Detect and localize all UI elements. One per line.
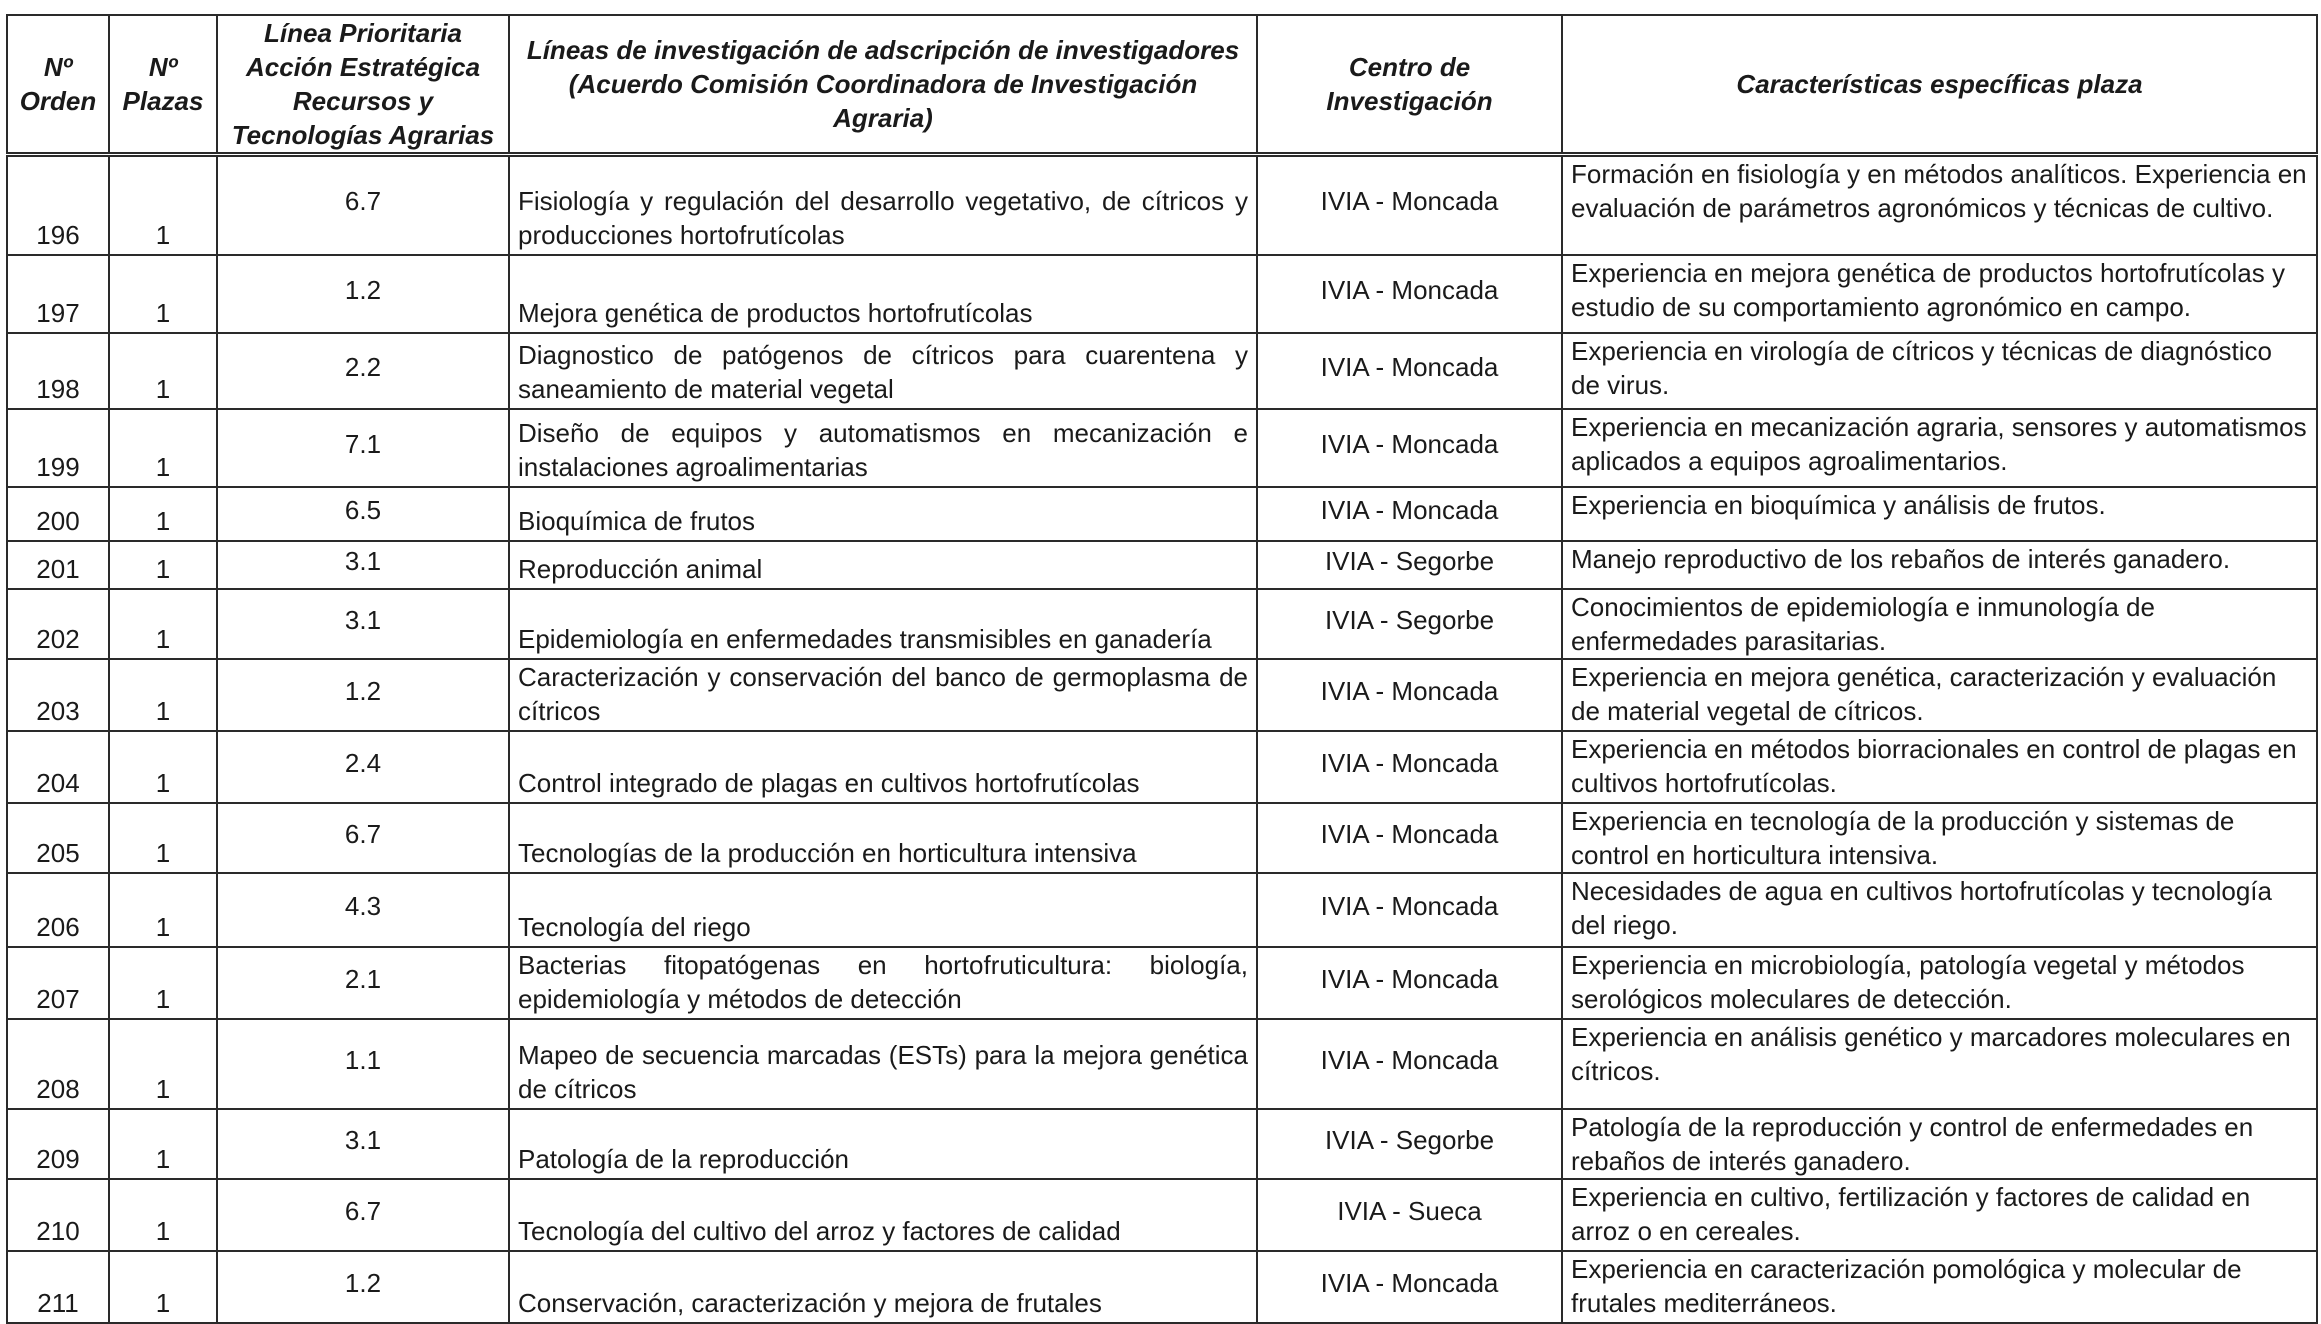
centro-cell-text: IVIA - Moncada xyxy=(1320,675,1499,706)
orden-cell: 202 xyxy=(7,589,109,659)
table-row xyxy=(7,803,2317,873)
orden-cell: 204 xyxy=(7,731,109,803)
linea-prioritaria-cell-text: 3.1 xyxy=(344,604,382,635)
caracteristicas-cell: Experiencia en mecanización agraria, sensores y automatismos aplicados a equipos agroalimentarios. xyxy=(1562,409,2317,487)
orden-cell: 208 xyxy=(7,1019,109,1109)
lineas-investigacion-cell: Bacterias fitopatógenas en hortofruticultura: biología, epidemiología y métodos de detección xyxy=(509,947,1257,1019)
linea-prioritaria-cell-text: 2.2 xyxy=(344,351,382,382)
centro-cell-text: IVIA - Moncada xyxy=(1320,274,1499,305)
linea-prioritaria-cell xyxy=(217,255,509,333)
centro-cell xyxy=(1257,487,1562,541)
lineas-investigacion-cell: Bioquímica de frutos xyxy=(509,487,1257,541)
centro-cell-text: IVIA - Moncada xyxy=(1320,963,1499,994)
plazas-cell: 1 xyxy=(109,873,217,947)
table-row xyxy=(7,1109,2317,1179)
linea-prioritaria-cell xyxy=(217,333,509,409)
orden-cell: 199 xyxy=(7,409,109,487)
centro-cell xyxy=(1257,873,1562,947)
linea-prioritaria-cell xyxy=(217,487,509,541)
linea-prioritaria-cell xyxy=(217,1019,509,1109)
caracteristicas-cell: Patología de la reproducción y control de enfermedades en rebaños de interés ganadero. xyxy=(1562,1109,2317,1179)
header-caracteristicas: Características específicas plaza xyxy=(1562,15,2317,155)
linea-prioritaria-cell xyxy=(217,731,509,803)
centro-cell-text: IVIA - Moncada xyxy=(1320,351,1499,382)
orden-cell: 203 xyxy=(7,659,109,731)
caracteristicas-cell: Experiencia en cultivo, fertilización y factores de calidad en arroz o en cereales. xyxy=(1562,1179,2317,1251)
centro-cell-text: IVIA - Sueca xyxy=(1337,1195,1482,1226)
linea-prioritaria-cell-text: 4.3 xyxy=(344,890,382,921)
lineas-investigacion-cell: Tecnologías de la producción en horticultura intensiva xyxy=(509,803,1257,873)
header-plazas: Nº Plazas xyxy=(109,15,217,155)
table-row xyxy=(7,731,2317,803)
linea-prioritaria-cell xyxy=(217,155,509,255)
table-row xyxy=(7,409,2317,487)
lineas-investigacion-cell: Caracterización y conservación del banco de germoplasma de cítricos xyxy=(509,659,1257,731)
caracteristicas-cell: Experiencia en tecnología de la producción y sistemas de control en horticultura intensiva. xyxy=(1562,803,2317,873)
plazas-cell: 1 xyxy=(109,1179,217,1251)
plazas-cell: 1 xyxy=(109,155,217,255)
linea-prioritaria-cell xyxy=(217,873,509,947)
linea-prioritaria-cell-text: 6.7 xyxy=(344,1195,382,1226)
orden-cell: 210 xyxy=(7,1179,109,1251)
lineas-investigacion-cell: Fisiología y regulación del desarrollo vegetativo, de cítricos y producciones hortofrutícolas xyxy=(509,155,1257,255)
plazas-cell: 1 xyxy=(109,659,217,731)
plazas-cell: 1 xyxy=(109,255,217,333)
header-linea-prioritaria: Línea Prioritaria Acción Estratégica Recursos y Tecnologías Agrarias xyxy=(217,15,509,155)
caracteristicas-cell: Necesidades de agua en cultivos hortofrutícolas y tecnología del riego. xyxy=(1562,873,2317,947)
plazas-cell: 1 xyxy=(109,409,217,487)
header-lineas-investigacion: Líneas de investigación de adscripción de investigadores (Acuerdo Comisión Coordinadora de Investigación Agraria) xyxy=(509,15,1257,155)
centro-cell-text: IVIA - Moncada xyxy=(1320,890,1499,921)
table-row xyxy=(7,1251,2317,1323)
linea-prioritaria-cell xyxy=(217,659,509,731)
caracteristicas-cell: Experiencia en virología de cítricos y técnicas de diagnóstico de virus. xyxy=(1562,333,2317,409)
caracteristicas-cell: Experiencia en caracterización pomológica y molecular de frutales mediterráneos. xyxy=(1562,1251,2317,1323)
plazas-cell: 1 xyxy=(109,1251,217,1323)
plazas-cell: 1 xyxy=(109,541,217,589)
centro-cell-text: IVIA - Moncada xyxy=(1320,494,1499,525)
linea-prioritaria-cell xyxy=(217,541,509,589)
centro-cell-text: IVIA - Segorbe xyxy=(1324,604,1495,635)
plazas-cell: 1 xyxy=(109,333,217,409)
centro-cell xyxy=(1257,803,1562,873)
centro-cell xyxy=(1257,409,1562,487)
table-body xyxy=(7,155,2317,1323)
centro-cell-text: IVIA - Segorbe xyxy=(1324,1124,1495,1155)
header-centro: Centro de Investigación xyxy=(1257,15,1562,155)
centro-cell xyxy=(1257,1179,1562,1251)
linea-prioritaria-cell xyxy=(217,947,509,1019)
orden-cell: 201 xyxy=(7,541,109,589)
linea-prioritaria-cell xyxy=(217,1179,509,1251)
linea-prioritaria-cell xyxy=(217,1109,509,1179)
orden-cell: 200 xyxy=(7,487,109,541)
centro-cell xyxy=(1257,155,1562,255)
table-row xyxy=(7,873,2317,947)
centro-cell-text: IVIA - Moncada xyxy=(1320,818,1499,849)
table-header xyxy=(7,15,2317,155)
linea-prioritaria-cell-text: 3.1 xyxy=(344,545,382,576)
lineas-investigacion-cell: Conservación, caracterización y mejora de frutales xyxy=(509,1251,1257,1323)
plazas-cell: 1 xyxy=(109,1109,217,1179)
centro-cell-text: IVIA - Segorbe xyxy=(1324,545,1495,576)
caracteristicas-cell: Experiencia en mejora genética de productos hortofrutícolas y estudio de su comportamiento agronómico en campo. xyxy=(1562,255,2317,333)
table-row xyxy=(7,541,2317,589)
lineas-investigacion-cell: Control integrado de plagas en cultivos hortofrutícolas xyxy=(509,731,1257,803)
caracteristicas-cell: Formación en fisiología y en métodos analíticos. Experiencia en evaluación de parámetros agronómicos y técnicas de cultivo. xyxy=(1562,155,2317,255)
lineas-investigacion-cell: Epidemiología en enfermedades transmisibles en ganadería xyxy=(509,589,1257,659)
document-page xyxy=(6,14,2316,1324)
caracteristicas-cell: Experiencia en métodos biorracionales en control de plagas en cultivos hortofrutícolas. xyxy=(1562,731,2317,803)
plazas-cell: 1 xyxy=(109,803,217,873)
orden-cell: 211 xyxy=(7,1251,109,1323)
linea-prioritaria-cell xyxy=(217,409,509,487)
table-row xyxy=(7,333,2317,409)
plazas-cell: 1 xyxy=(109,589,217,659)
caracteristicas-cell: Conocimientos de epidemiología e inmunología de enfermedades parasitarias. xyxy=(1562,589,2317,659)
lineas-investigacion-cell: Diagnostico de patógenos de cítricos para cuarentena y saneamiento de material vegetal xyxy=(509,333,1257,409)
table-row xyxy=(7,947,2317,1019)
linea-prioritaria-cell-text: 1.2 xyxy=(344,675,382,706)
orden-cell: 207 xyxy=(7,947,109,1019)
table-row xyxy=(7,1179,2317,1251)
centro-cell xyxy=(1257,255,1562,333)
linea-prioritaria-cell-text: 6.7 xyxy=(344,818,382,849)
linea-prioritaria-cell xyxy=(217,1251,509,1323)
orden-cell: 196 xyxy=(7,155,109,255)
linea-prioritaria-cell-text: 6.7 xyxy=(344,186,382,217)
lineas-investigacion-cell: Mejora genética de productos hortofrutícolas xyxy=(509,255,1257,333)
caracteristicas-cell: Experiencia en microbiología, patología vegetal y métodos serológicos moleculares de detección. xyxy=(1562,947,2317,1019)
linea-prioritaria-cell xyxy=(217,589,509,659)
centro-cell xyxy=(1257,1251,1562,1323)
caracteristicas-cell: Experiencia en bioquímica y análisis de frutos. xyxy=(1562,487,2317,541)
linea-prioritaria-cell xyxy=(217,803,509,873)
lineas-investigacion-cell: Diseño de equipos y automatismos en mecanización e instalaciones agroalimentarias xyxy=(509,409,1257,487)
centro-cell xyxy=(1257,731,1562,803)
table-row xyxy=(7,255,2317,333)
caracteristicas-cell: Experiencia en análisis genético y marcadores moleculares en cítricos. xyxy=(1562,1019,2317,1109)
centro-cell xyxy=(1257,1109,1562,1179)
plazas-cell: 1 xyxy=(109,731,217,803)
lineas-investigacion-cell: Reproducción animal xyxy=(509,541,1257,589)
table-row xyxy=(7,487,2317,541)
centro-cell-text: IVIA - Moncada xyxy=(1320,1044,1499,1075)
orden-cell: 205 xyxy=(7,803,109,873)
linea-prioritaria-cell-text: 1.2 xyxy=(344,274,382,305)
centro-cell-text: IVIA - Moncada xyxy=(1320,1267,1499,1298)
table-row xyxy=(7,1019,2317,1109)
table-row xyxy=(7,589,2317,659)
linea-prioritaria-cell-text: 3.1 xyxy=(344,1124,382,1155)
centro-cell xyxy=(1257,947,1562,1019)
orden-cell: 209 xyxy=(7,1109,109,1179)
plazas-cell: 1 xyxy=(109,487,217,541)
centro-cell xyxy=(1257,659,1562,731)
orden-cell: 206 xyxy=(7,873,109,947)
header-orden: Nº Orden xyxy=(7,15,109,155)
plazas-cell: 1 xyxy=(109,947,217,1019)
centro-cell xyxy=(1257,541,1562,589)
orden-cell: 198 xyxy=(7,333,109,409)
linea-prioritaria-cell-text: 1.2 xyxy=(344,1267,382,1298)
lineas-investigacion-cell: Tecnología del riego xyxy=(509,873,1257,947)
centro-cell-text: IVIA - Moncada xyxy=(1320,186,1499,217)
centro-cell xyxy=(1257,589,1562,659)
table-row xyxy=(7,155,2317,255)
plazas-table xyxy=(6,14,2318,1324)
lineas-investigacion-cell: Tecnología del cultivo del arroz y factores de calidad xyxy=(509,1179,1257,1251)
caracteristicas-cell: Experiencia en mejora genética, caracterización y evaluación de material vegetal de cítricos. xyxy=(1562,659,2317,731)
linea-prioritaria-cell-text: 1.1 xyxy=(344,1044,382,1075)
centro-cell-text: IVIA - Moncada xyxy=(1320,428,1499,459)
linea-prioritaria-cell-text: 2.4 xyxy=(344,747,382,778)
table-row xyxy=(7,659,2317,731)
linea-prioritaria-cell-text: 7.1 xyxy=(344,428,382,459)
lineas-investigacion-cell: Mapeo de secuencia marcadas (ESTs) para la mejora genética de cítricos xyxy=(509,1019,1257,1109)
plazas-cell: 1 xyxy=(109,1019,217,1109)
centro-cell-text: IVIA - Moncada xyxy=(1320,747,1499,778)
linea-prioritaria-cell-text: 6.5 xyxy=(344,494,382,525)
centro-cell xyxy=(1257,333,1562,409)
centro-cell xyxy=(1257,1019,1562,1109)
caracteristicas-cell: Manejo reproductivo de los rebaños de interés ganadero. xyxy=(1562,541,2317,589)
lineas-investigacion-cell: Patología de la reproducción xyxy=(509,1109,1257,1179)
linea-prioritaria-cell-text: 2.1 xyxy=(344,963,382,994)
orden-cell: 197 xyxy=(7,255,109,333)
